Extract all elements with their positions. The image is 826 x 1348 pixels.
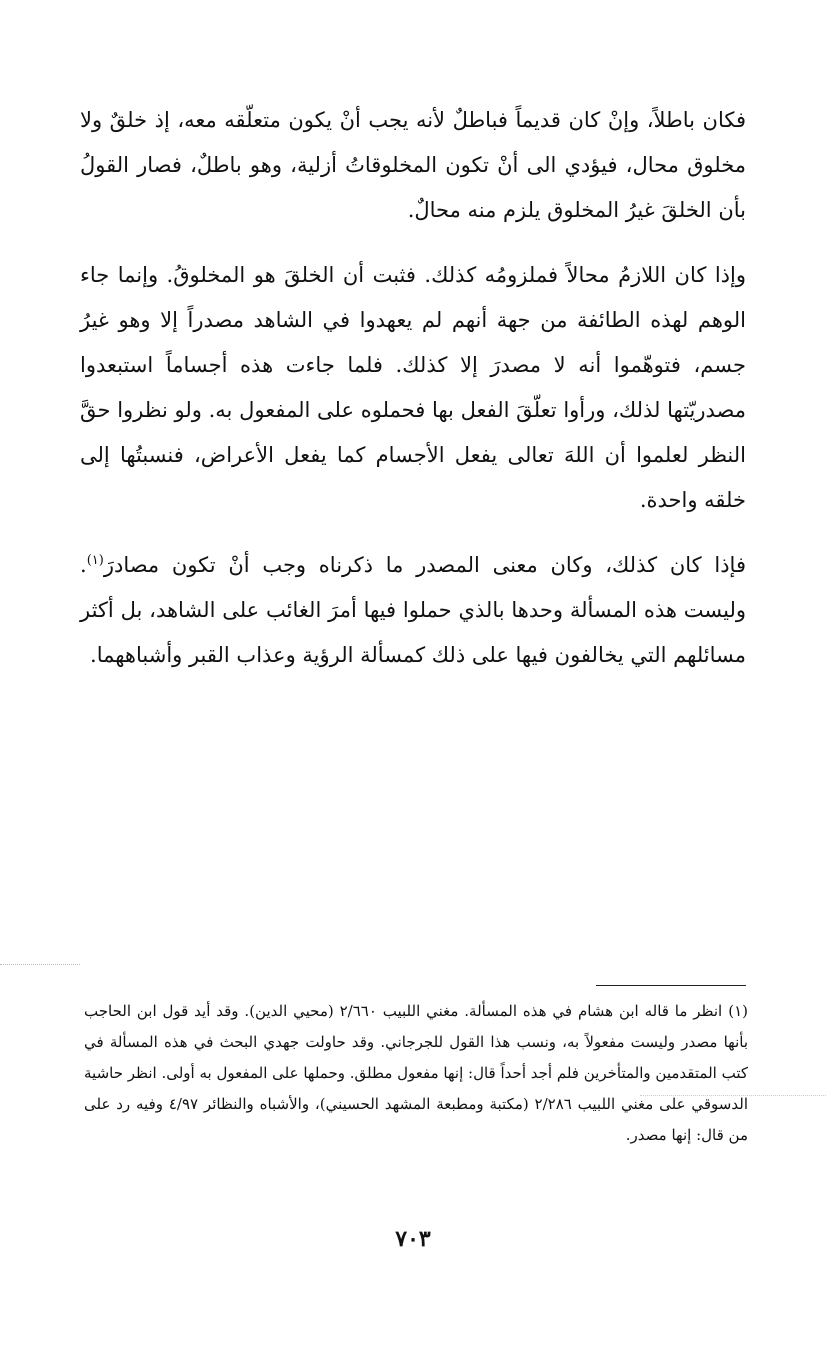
footnote-separator bbox=[596, 985, 746, 986]
paragraph-3-start: فإذا كان كذلك، وكان معنى المصدر ما ذكرناه وجب أنْ تكون مصادرَ bbox=[103, 553, 746, 577]
paragraph-2: وإذا كان اللازمُ محالاً فملزومُه كذلك. فثبت أن الخلقَ هو المخلوقُ. وإنما جاء الوهم لهذه الطائفة من جهة أنهم لم يعهدوا في الشاهد مصدراً إلا وهو غيرُ جسم، فتوهّموا أنه لا مصدرَ إلا كذلك. فلما جاءت هذه أجساماً استبعدوا مصدريّتها لذلك، ورأوا تعلّقَ الفعل بها فحملوه على المفعول به. ولو نظروا حقَّ النظر لعلموا أن اللهَ تعالى يفعل الأجسام كما يفعل الأعراض، فنسبتُها إلى خلقه واحدة. bbox=[80, 263, 747, 512]
paragraph-3 bbox=[80, 543, 746, 678]
main-text bbox=[80, 98, 746, 698]
paragraph-1: فكان باطلاً، وإنْ كان قديماً فباطلٌ لأنه يجب أنْ يكون متعلّقه معه، إذ خلقٌ ولا مخلوق محال، فيؤدي الى أنْ تكون المخلوقاتُ أزلية، وهو باطلٌ، فصار القولُ بأن الخلقَ غيرُ المخلوق يلزم منه محالٌ. bbox=[80, 108, 746, 222]
footnote-1 bbox=[84, 996, 748, 1151]
paragraph-3-end: . وليست هذه المسألة وحدها بالذي حملوا فيها أمرَ الغائب على الشاهد، بل أكثر مسائلهم التي يخالفون فيها على ذلك كمسألة الرؤية وعذاب القبر وأشباههما. bbox=[80, 553, 746, 667]
footnote-number: (١) bbox=[728, 1002, 748, 1020]
scan-artifact-line-2 bbox=[640, 1095, 826, 1096]
scan-artifact-line bbox=[0, 964, 80, 965]
footnote-text: انظر ما قاله ابن هشام في هذه المسألة. مغني اللبيب ٢/٦٦٠ (محيي الدين). وقد أيد قول ابن الحاجب بأنها مصدر وليست مفعولاً به، ونسب هذا القول للجرجاني. وقد حاولت جهدي البحث في هذه المسألة في كتب المتقدمين والمتأخرين فلم أجد أحداً قال: إنها مفعول مطلق. وحملها على المفعول به أولى. انظر حاشية الدسوقي على مغني اللبيب ٢/٢٨٦ (مكتبة ومطبعة المشهد الحسيني)، والأشباه والنظائر ٤/٩٧ وفيه رد على من قال: إنها مصدر. bbox=[84, 1002, 748, 1144]
footnotes bbox=[84, 996, 748, 1151]
footnote-reference: (١) bbox=[86, 553, 104, 568]
page-number: ٧٠٣ bbox=[395, 1226, 431, 1252]
